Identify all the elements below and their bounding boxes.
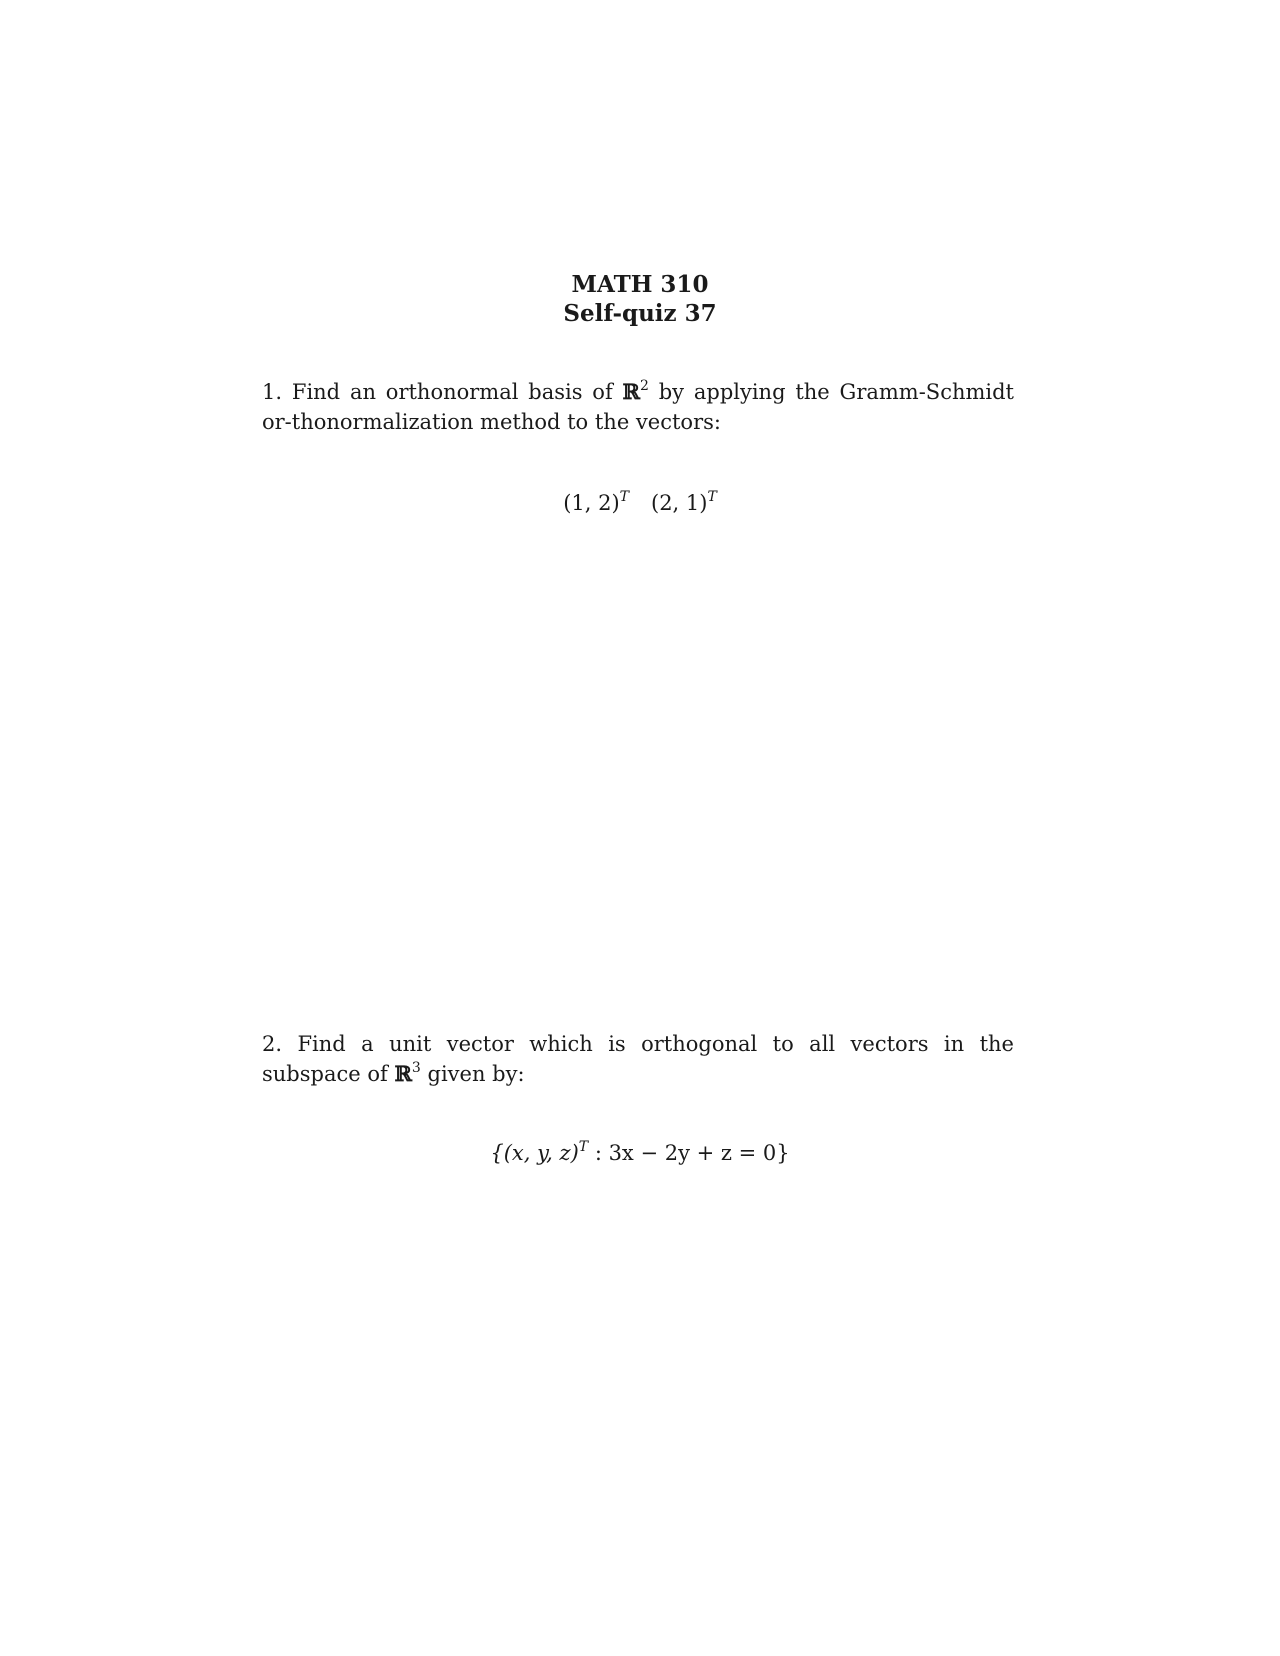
vector-1: (1, 2)$^T$ [563,489,629,515]
problem-text-before: Find an orthonormal basis of [291,380,623,404]
quiz-title: Self-quiz 37 [563,300,717,327]
problem-number: 1. [262,380,283,404]
problem-text-after: given by: [420,1062,525,1086]
set-condition: : 3x − 2y + z = 0} [588,1141,790,1165]
vectors-display [0,491,1280,515]
title-block [0,270,1280,328]
vector-2: (2, 1)$^T$ [651,489,717,515]
set-open: {(x, y, z) [490,1141,579,1165]
space-exponent: 2 [640,378,649,394]
problem-number: 2. [262,1032,283,1056]
real-space-symbol: ℝ [394,1061,412,1086]
set-exponent: T [578,1139,589,1155]
problem-1 [262,377,1014,437]
subspace-set-display [0,1141,1280,1165]
real-space-symbol: ℝ [622,379,640,404]
problem-text-after: by applying the Gramm-Schmidt or-thonormalization method to the vectors: [262,380,1014,434]
space-exponent: 3 [411,1060,421,1076]
problem-2 [262,1029,1014,1089]
course-title: MATH 310 [571,271,709,298]
problem-text-before: Find a unit vector which is orthogonal to all vectors in the subspace of [262,1032,1014,1086]
